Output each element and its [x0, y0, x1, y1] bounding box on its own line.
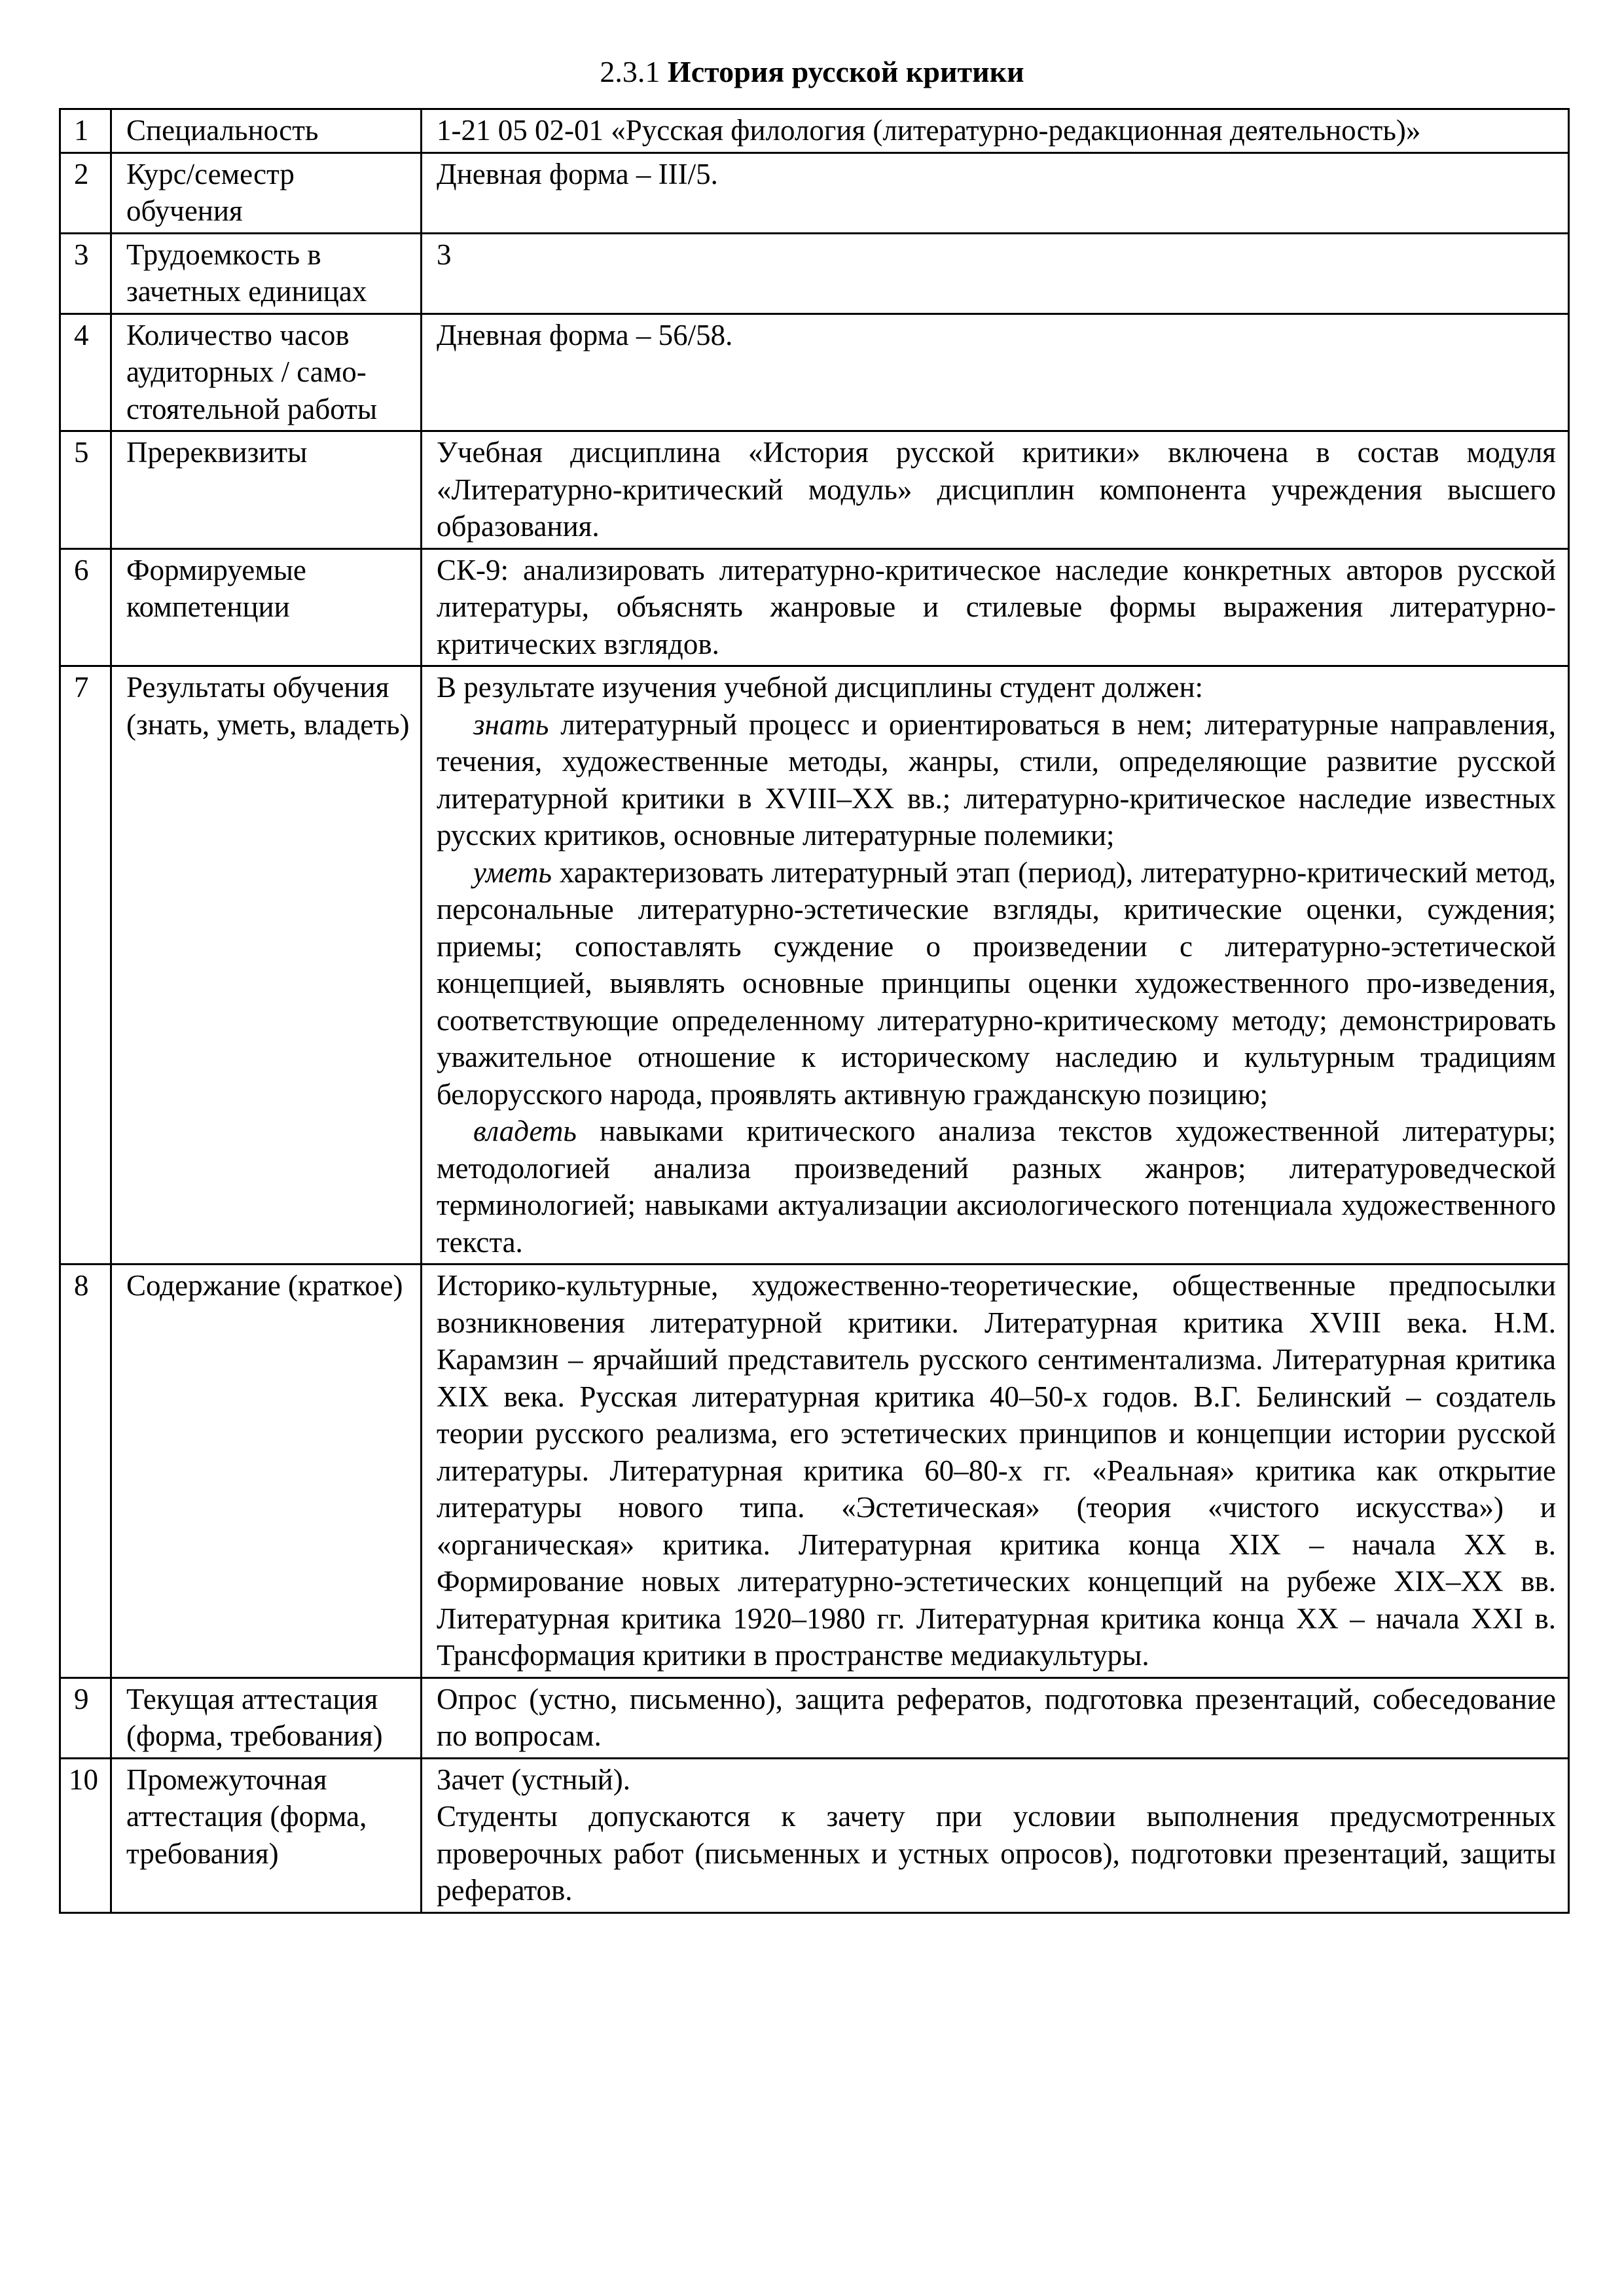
row-value: 1-21 05 02-01 «Русская филология (литературно-редакционная деятельность)»	[422, 109, 1569, 153]
row-value: Дневная форма – 56/58.	[422, 314, 1569, 431]
table-row	[60, 152, 1569, 233]
learning-intro: В результате изучения учебной дисциплины студент должен:	[437, 671, 1204, 704]
row-number: 5	[60, 431, 111, 549]
row-name: Специальность	[111, 109, 422, 153]
row-name: Содержание (краткое)	[111, 1265, 422, 1678]
know-text: литературный процесс и ориентироваться в нем; литературные направления, течения, художественные методы, жанры, стили, определяющие развитие русской литературной критики в XVIII–XX вв.; литературно-критическое наследие известных русских критиков, основные литературные полемики;	[437, 708, 1556, 852]
own-text: навыками критического анализа текстов художественной литературы; методологией анализа произведений разных жанров; литературоведческой терминологией; навыками актуализации аксиологического потенциала художественного текста.	[437, 1115, 1556, 1259]
row-name: Пререквизиты	[111, 431, 422, 549]
assessment-requirements: Студенты допускаются к зачету при условии выполнения предусмотренных проверочных работ (письменных и устных опросов), подготовки презентаций, защиты рефератов.	[437, 1800, 1556, 1907]
know-label: знать	[473, 708, 549, 741]
row-number: 8	[60, 1265, 111, 1678]
row-number: 9	[60, 1677, 111, 1758]
title-number: 2.3.1	[600, 55, 660, 88]
can-label: уметь	[473, 855, 552, 889]
row-name: Промежуточная аттестация (форма, требования)	[111, 1758, 422, 1912]
row-name: Формируемые компетенции	[111, 548, 422, 666]
title-text: История русской критики	[667, 55, 1024, 88]
row-name: Текущая аттестация (форма, требования)	[111, 1677, 422, 1758]
table-row	[60, 109, 1569, 153]
row-name: Количество часов аудиторных / само-стоятельной работы	[111, 314, 422, 431]
table-row	[60, 1265, 1569, 1678]
table-row	[60, 314, 1569, 431]
own-label: владеть	[473, 1115, 577, 1147]
row-value: Дневная форма – III/5.	[422, 152, 1569, 233]
assessment-form: Зачет (устный).	[437, 1763, 630, 1796]
row-value: Учебная дисциплина «История русской критики» включена в состав модуля «Литературно-критический модуль» дисциплин компонента учреждения высшего образования.	[422, 431, 1569, 549]
row-value: 3	[422, 233, 1569, 314]
page-title	[0, 52, 1624, 92]
row-number: 7	[60, 666, 111, 1265]
row-number: 3	[60, 233, 111, 314]
can-text: характеризовать литературный этап (период), литературно-критический метод, персональные литературно-эстетические взгляды, критические оценки, суждения; приемы; сопоставлять суждение о произведении с литературно-эстетической концепцией, выявлять основные принципы оценки художественного про-изведения, соответствующие определенному литературно-критическому методу; демонстрировать уважительное отношение к историческому наследию и культурным традициям белорусского народа, проявлять активную гражданскую позицию;	[437, 855, 1556, 1111]
table-row	[60, 233, 1569, 314]
learning-know	[437, 706, 1556, 854]
row-value: Историко-культурные, художественно-теоретические, общественные предпосылки возникновения литературной критики. Литературная критика XVIII века. Н.М. Карамзин – ярчайший представитель русского сентиментализма. Литературная критика XIX века. Русская литературная критика 40–50-х годов. В.Г. Белинский – создатель теории русского реализма, его эстетических принципов и концепции истории русской литературы. Литературная критика 60–80-х гг. «Реальная» критика как открытие литературы нового типа. «Эстетическая» (теория «чистого искусства») и «органическая» критика. Литературная критика конца XIX – начала XX в. Формирование новых литературно-эстетических концепций на рубеже XIX–XX вв. Литературная критика 1920–1980 гг. Литературная критика конца XX – начала XXI в. Трансформация критики в пространстве медиакультуры.	[422, 1265, 1569, 1678]
discipline-table	[59, 108, 1570, 1914]
row-name: Результаты обучения (знать, уметь, владеть)	[111, 666, 422, 1265]
row-number: 2	[60, 152, 111, 233]
learning-can	[437, 854, 1556, 1113]
table-row	[60, 548, 1569, 666]
table-row	[60, 431, 1569, 549]
row-number: 4	[60, 314, 111, 431]
table-row	[60, 1758, 1569, 1912]
row-name: Трудоемкость в зачетных единицах	[111, 233, 422, 314]
learning-own	[437, 1113, 1556, 1261]
row-value	[422, 666, 1569, 1265]
row-number: 1	[60, 109, 111, 153]
row-number: 6	[60, 548, 111, 666]
row-name: Курс/семестр обучения	[111, 152, 422, 233]
row-value: Опрос (устно, письменно), защита рефератов, подготовка презентаций, собеседование по вопросам.	[422, 1677, 1569, 1758]
table-row	[60, 666, 1569, 1265]
row-value: СК-9: анализировать литературно-критическое наследие конкретных авторов русской литературы, объяснять жанровые и стилевые формы выражения литературно-критических взглядов.	[422, 548, 1569, 666]
row-number: 10	[60, 1758, 111, 1912]
row-value	[422, 1758, 1569, 1912]
table-row	[60, 1677, 1569, 1758]
